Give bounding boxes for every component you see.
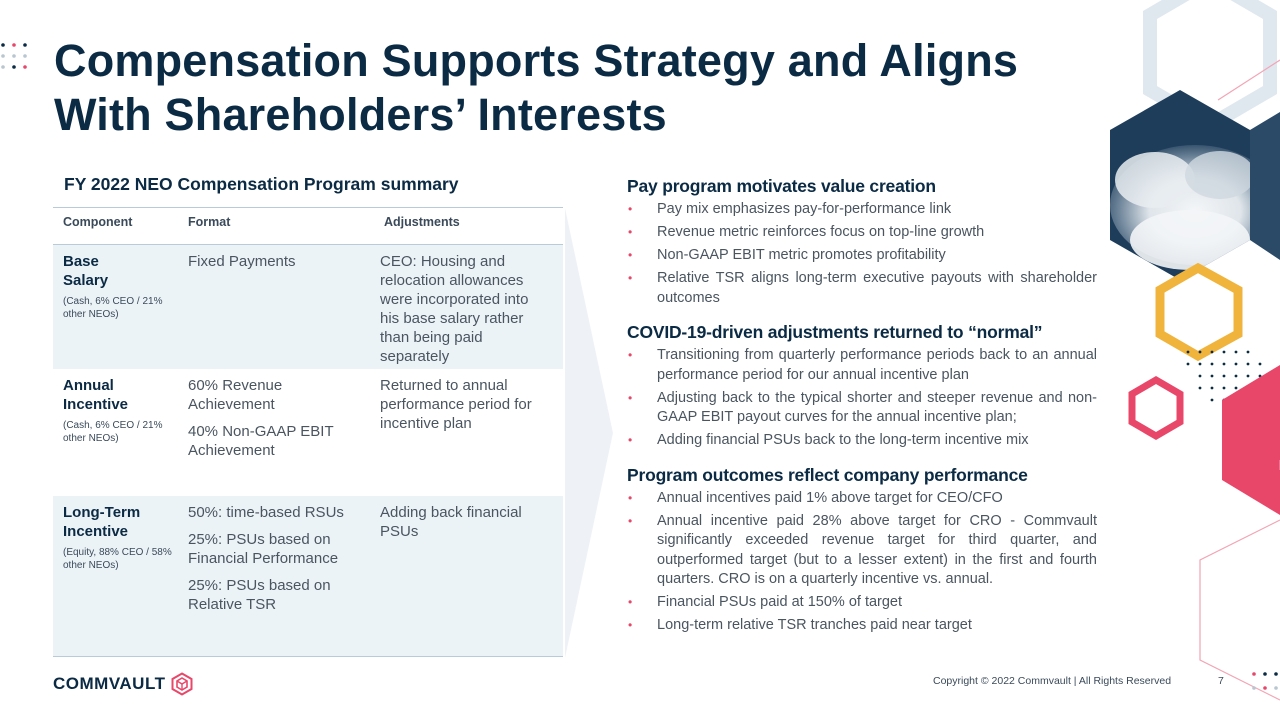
adjustment-cell: Returned to annual performance period for incentive plan bbox=[380, 377, 532, 432]
list-item: • Pay mix emphasizes pay-for-performance link bbox=[627, 200, 1097, 220]
component-name: Annual Incentive bbox=[63, 377, 129, 413]
header-component: Component bbox=[63, 215, 133, 229]
header-format: Format bbox=[188, 215, 231, 229]
list-item: • Relative TSR aligns long-term executive payouts with shareholder outcomes bbox=[627, 269, 1097, 308]
adjustment-cell: CEO: Housing and relocation allowances were incorporated into his base salary rather than being paid separately bbox=[380, 253, 529, 365]
section-heading: Pay program motivates value creation bbox=[627, 176, 936, 196]
commvault-cube-icon bbox=[170, 672, 194, 696]
copyright-text: Copyright © 2022 Commvault | All Rights Reserved bbox=[933, 675, 1172, 687]
summary-column bbox=[627, 176, 1097, 650]
format-item: 25%: PSUs based on Relative TSR bbox=[188, 577, 331, 613]
adjustment-cell: Adding back financial PSUs bbox=[380, 504, 522, 540]
table-header bbox=[53, 207, 563, 245]
format-cell bbox=[188, 376, 353, 468]
section-heading: COVID-19-driven adjustments returned to “normal” bbox=[627, 322, 1043, 342]
page-number: 7 bbox=[1218, 675, 1224, 687]
commvault-logo bbox=[53, 672, 194, 696]
list-item: • Non-GAAP EBIT metric promotes profitability bbox=[627, 246, 1097, 266]
list-item: • Adjusting back to the typical shorter and steeper revenue and non-GAAP EBIT payout curves for the annual incentive plan; bbox=[627, 389, 1097, 428]
component-name: Long-Term Incentive bbox=[63, 504, 141, 540]
bullet-list bbox=[627, 346, 1097, 451]
section-heading: Program outcomes reflect company performance bbox=[627, 464, 1028, 485]
format-cell bbox=[188, 252, 366, 279]
table-row-base-salary bbox=[53, 245, 563, 369]
component-name: Base Salary bbox=[63, 253, 109, 289]
compensation-table bbox=[53, 207, 563, 657]
format-item: Fixed Payments bbox=[188, 253, 296, 270]
list-item: • Financial PSUs paid at 150% of target bbox=[627, 593, 1097, 613]
table-row-annual-incentive bbox=[53, 369, 563, 496]
format-cell bbox=[188, 503, 358, 622]
bullet-list bbox=[627, 200, 1097, 308]
logo-text: COMMVAULT bbox=[53, 674, 166, 693]
list-item: • Transitioning from quarterly performance periods back to an annual performance period for our annual incentive plan bbox=[627, 346, 1097, 385]
decorative-dot-grid bbox=[1248, 668, 1280, 696]
page-title: Compensation Supports Strategy and Aligns With Shareholders’ Interests bbox=[54, 35, 1019, 140]
format-item: 40% Non-GAAP EBIT Achievement bbox=[188, 423, 334, 459]
list-item: • Annual incentives paid 1% above target for CEO/CFO bbox=[627, 489, 1097, 509]
decorative-dot-grid bbox=[0, 42, 34, 76]
list-item: • Revenue metric reinforces focus on top-line growth bbox=[627, 223, 1097, 243]
list-item: • Adding financial PSUs back to the long-term incentive mix bbox=[627, 431, 1097, 451]
format-item: 50%: time-based RSUs bbox=[188, 504, 344, 521]
header-adjustments: Adjustments bbox=[384, 215, 460, 229]
component-note: (Equity, 88% CEO / 58% other NEOs) bbox=[63, 547, 172, 571]
component-note: (Cash, 6% CEO / 21% other NEOs) bbox=[63, 420, 163, 444]
table-row-long-term-incentive bbox=[53, 496, 563, 657]
decorative-hexagon-artwork bbox=[1100, 0, 1280, 720]
format-item: 25%: PSUs based on Financial Performance bbox=[188, 531, 339, 567]
chevron-arrow-icon bbox=[565, 208, 613, 658]
list-item: • Annual incentive paid 28% above target for CRO - Commvault significantly exceeded revenue target for third quarter, and outperformed target (but to a lesser extent) in the first and fourth quarters. CRO is on a quarterly incentive vs. annual. bbox=[627, 512, 1097, 590]
component-note: (Cash, 6% CEO / 21% other NEOs) bbox=[63, 296, 163, 320]
list-item: • Long-term relative TSR tranches paid near target bbox=[627, 616, 1097, 636]
format-item: 60% Revenue Achievement bbox=[188, 377, 283, 413]
table-title: FY 2022 NEO Compensation Program summary bbox=[64, 174, 459, 194]
bullet-list bbox=[627, 489, 1097, 636]
